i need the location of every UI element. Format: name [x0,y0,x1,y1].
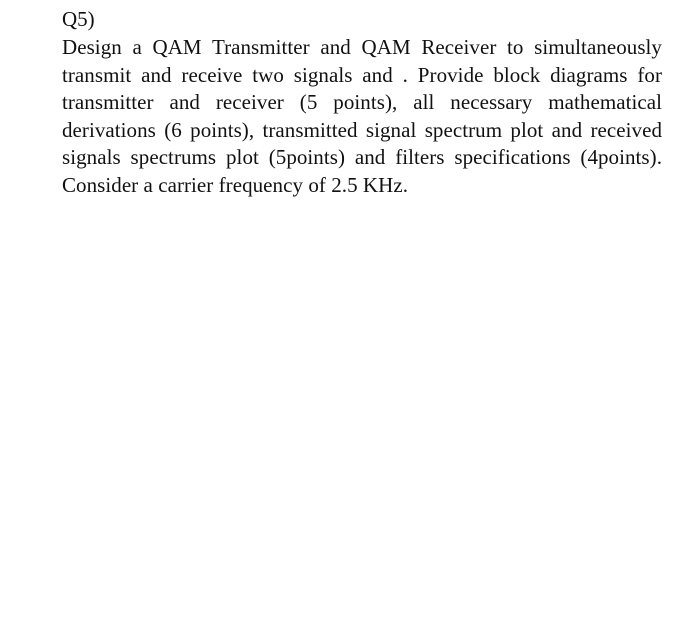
question-text: Design a QAM Transmitter and QAM Receiver to simultaneously transmit and receive two signals and . Provide block diagrams for transmitter and receiver (5 points), all necessary mathematical derivations (6 points), transmitted signal spectrum plot and received signals spectrums plot (5points) and filters specifications (4points). Consider a carrier frequency of 2.5 KHz. [62,35,662,197]
question-number: Q5) [62,7,95,31]
question-block [62,6,662,200]
